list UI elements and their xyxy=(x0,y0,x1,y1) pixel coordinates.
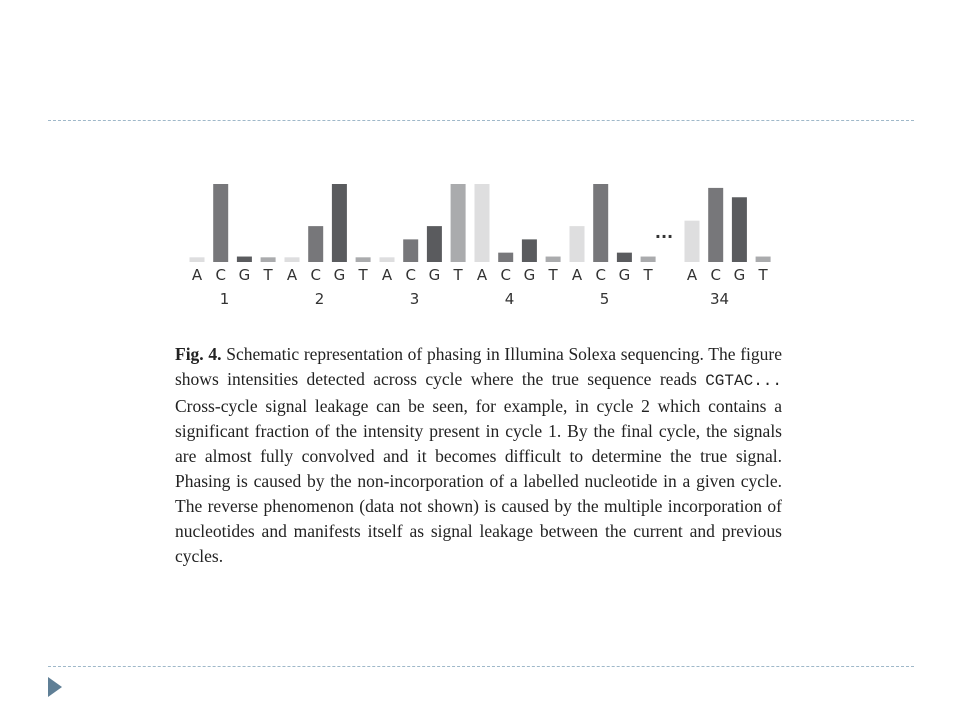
tick-label-cycle-5-A: A xyxy=(571,266,583,284)
bar-cycle-5-A xyxy=(570,226,585,262)
bar-cycle-34-C xyxy=(708,188,723,262)
bar-cycle-1-A xyxy=(190,257,205,262)
tick-label-cycle-1-C: C xyxy=(215,266,226,284)
bar-cycle-3-C xyxy=(403,239,418,262)
tick-label-cycle-2-A: A xyxy=(286,266,298,284)
bar-cycle-2-G xyxy=(332,184,347,262)
bar-cycle-4-A xyxy=(475,184,490,262)
tick-label-cycle-5-C: C xyxy=(595,266,606,284)
bar-cycle-34-A xyxy=(685,221,700,262)
tick-label-cycle-2-C: C xyxy=(310,266,321,284)
tick-label-cycle-3-A: A xyxy=(381,266,393,284)
bar-cycle-1-T xyxy=(261,257,276,262)
tick-label-cycle-34-C: C xyxy=(710,266,721,284)
bar-cycle-4-C xyxy=(498,253,513,262)
cycle-label-5: 5 xyxy=(599,290,610,308)
caption-text-part1: Schematic representation of phasing in Illumina Solexa sequencing. The figure shows intensities detected across cycle where the true sequence reads xyxy=(175,344,782,389)
bar-cycle-34-T xyxy=(756,257,771,262)
tick-label-cycle-1-T: T xyxy=(263,266,273,284)
bar-cycle-5-T xyxy=(641,257,656,262)
bar-cycle-2-C xyxy=(308,226,323,262)
cycle-label-3: 3 xyxy=(409,290,420,308)
bar-cycle-4-G xyxy=(522,239,537,262)
bar-cycle-2-T xyxy=(356,257,371,262)
top-divider xyxy=(48,120,914,121)
tick-label-cycle-34-G: G xyxy=(733,266,746,284)
tick-label-cycle-5-G: G xyxy=(618,266,631,284)
slide-bullet-arrow-icon xyxy=(48,677,62,697)
caption-label: Fig. 4. xyxy=(175,344,222,364)
tick-label-cycle-3-C: C xyxy=(405,266,416,284)
cycle-label-2: 2 xyxy=(314,290,325,308)
bar-cycle-3-G xyxy=(427,226,442,262)
tick-label-cycle-34-T: T xyxy=(758,266,768,284)
tick-label-cycle-1-A: A xyxy=(191,266,203,284)
bar-cycle-1-G xyxy=(237,257,252,262)
caption-text-part2: Cross-cycle signal leakage can be seen, for example, in cycle 2 which contains a significant fraction of the intensity present in cycle 1. By the final cycle, the signals are almost fully convolved and it becomes difficult to determine the true signal. Phasing is caused by the non-incorporation of a labelled nucleotide in a given cycle. The reverse phenomenon (data not shown) is caused by the multiple incorporation of nucleotides and manifests itself as signal leakage between the current and previous cycles. xyxy=(175,396,782,566)
bar-cycle-3-A xyxy=(380,257,395,262)
bar-cycle-34-G xyxy=(732,197,747,262)
tick-label-cycle-2-G: G xyxy=(333,266,346,284)
cycle-label-1: 1 xyxy=(219,290,230,308)
caption-sequence: CGTAC... xyxy=(705,372,782,390)
cycle-label-34: 34 xyxy=(710,290,730,308)
figure-caption xyxy=(175,342,782,569)
tick-label-cycle-3-G: G xyxy=(428,266,441,284)
phasing-bar-chart xyxy=(170,170,790,315)
tick-label-cycle-4-A: A xyxy=(476,266,488,284)
tick-label-cycle-1-G: G xyxy=(238,266,251,284)
bar-cycle-5-C xyxy=(593,184,608,262)
bar-cycle-1-C xyxy=(213,184,228,262)
tick-label-cycle-5-T: T xyxy=(643,266,653,284)
bar-cycle-4-T xyxy=(546,257,561,262)
tick-label-cycle-4-G: G xyxy=(523,266,536,284)
bottom-divider xyxy=(48,666,914,667)
bar-cycle-3-T xyxy=(451,184,466,262)
tick-label-cycle-34-A: A xyxy=(686,266,698,284)
cycle-label-4: 4 xyxy=(504,290,515,308)
tick-label-cycle-2-T: T xyxy=(358,266,368,284)
chart-ellipsis: ... xyxy=(654,223,674,242)
tick-label-cycle-3-T: T xyxy=(453,266,463,284)
bar-cycle-2-A xyxy=(285,257,300,262)
tick-label-cycle-4-T: T xyxy=(548,266,558,284)
tick-label-cycle-4-C: C xyxy=(500,266,511,284)
bar-cycle-5-G xyxy=(617,253,632,262)
